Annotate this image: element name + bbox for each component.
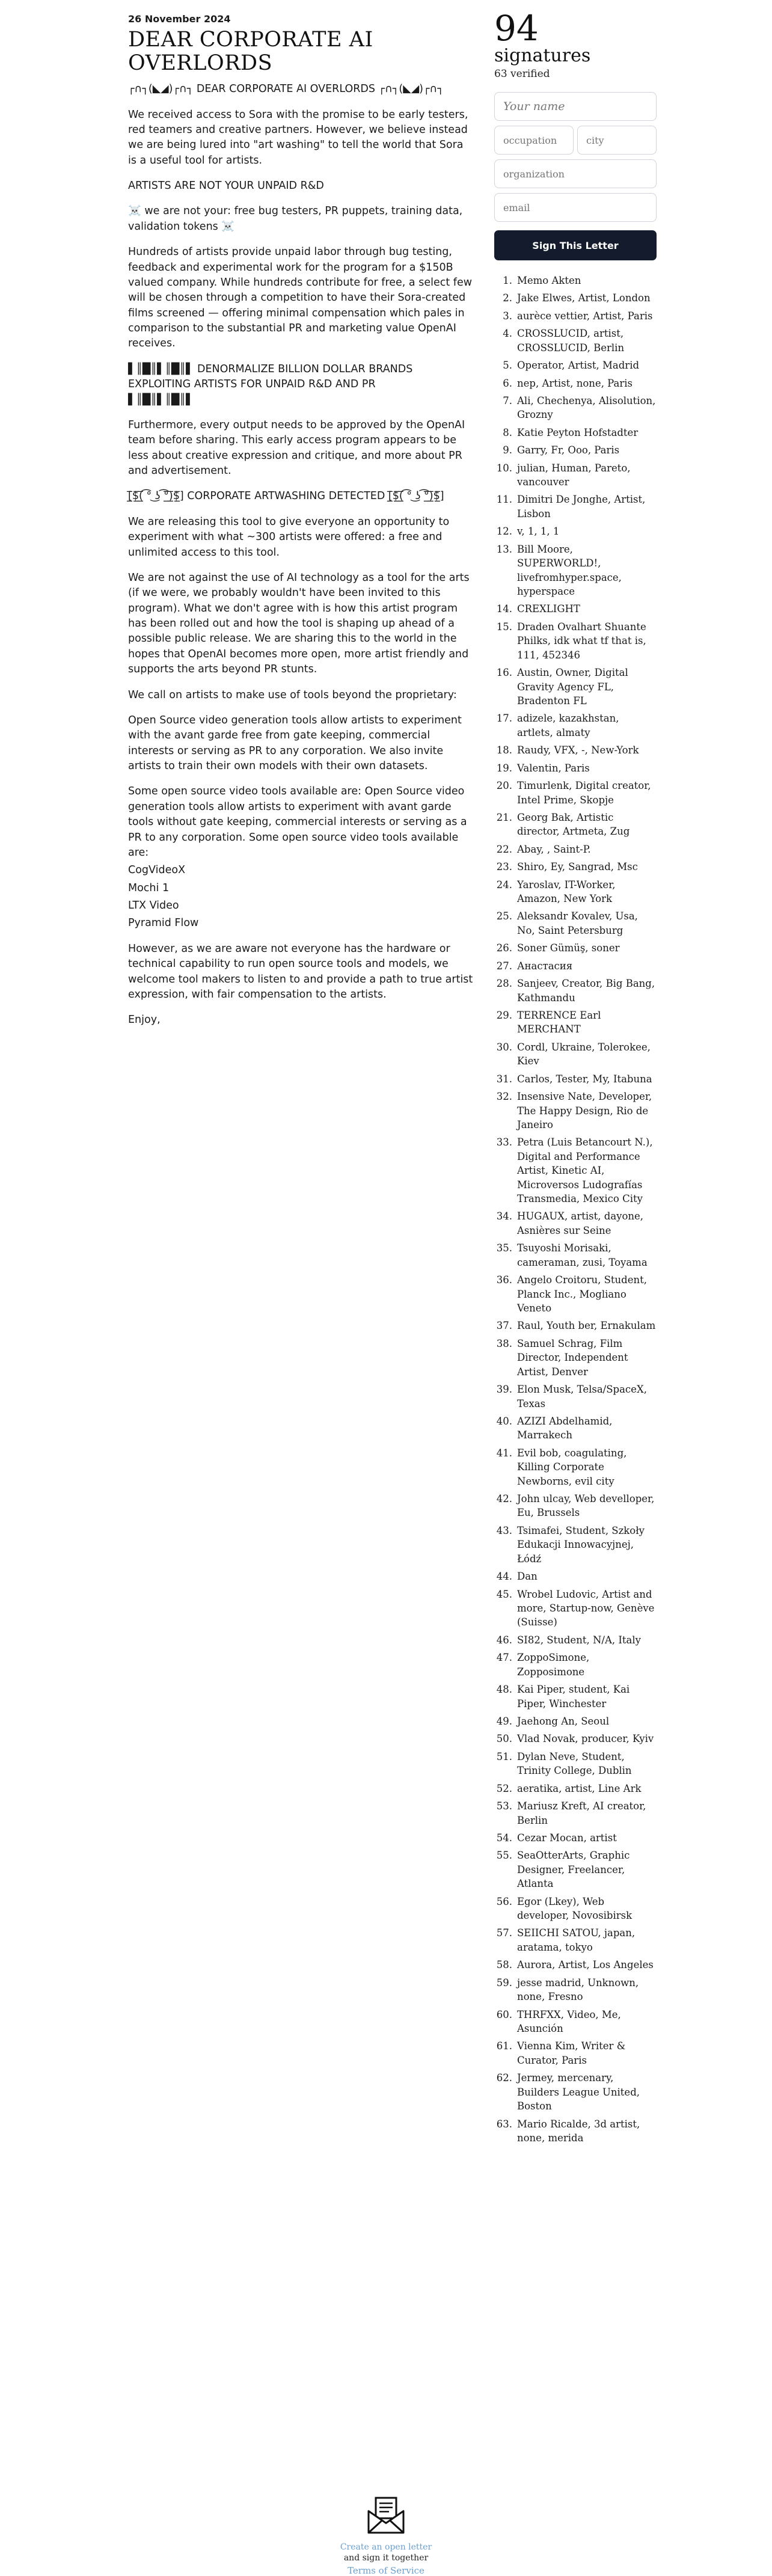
signature-text: Tsuyoshi Morisaki, cameraman, zusi, Toyama bbox=[517, 1242, 648, 1268]
signature-item bbox=[494, 1958, 657, 1972]
signature-text: Dimitri De Jonghe, Artist, Lisbon bbox=[517, 494, 646, 520]
signature-item bbox=[494, 1524, 657, 1566]
letter-paragraph: Open Source video generation tools allow artists to experiment with the avant garde free from gate keeping, commercial interests or serving as PR to any corporation. We also invite artists to train their own models with their own datasets. bbox=[128, 714, 462, 773]
signature-item bbox=[494, 1750, 657, 1778]
letter-date: 26 November 2024 bbox=[128, 13, 231, 25]
signature-text: AZIZI Abdelhamid, Marrakech bbox=[517, 1415, 613, 1441]
signature-text: aeratika, artist, Line Ark bbox=[517, 1782, 642, 1794]
signature-text: Kai Piper, student, Kai Piper, Winchester bbox=[517, 1684, 630, 1710]
signature-text: Aurora, Artist, Los Angeles bbox=[517, 1959, 654, 1971]
signature-number: 22. bbox=[496, 843, 512, 855]
signature-number: 44. bbox=[496, 1571, 512, 1583]
letter-paragraph: ☠️ we are not your: free bug testers, PR puppets, training data, validation tokens ☠️ bbox=[128, 205, 463, 233]
signature-item bbox=[494, 524, 657, 538]
letter-paragraph: ┌∩┐(◣◢)┌∩┐ DEAR CORPORATE AI OVERLORDS ┌∩┐(◣◢)┌∩┐ bbox=[128, 83, 444, 96]
signature-text: SeaOtterArts, Graphic Designer, Freelancer, Atlanta bbox=[517, 1850, 630, 1890]
signature-text: Tsimafei, Student, Szkoły Edukacji Innowacyjnej, Łódź bbox=[517, 1524, 645, 1565]
letter-paragraph: We are not against the use of AI technology as a tool for the arts (if we were, we probably wouldn't have been invited to this program). What we don't agree with is how this artist program has been rolled out and how the tool is shaping up ahead of a possible public release. We are sharing this to the world in the hopes that OpenAI becomes more open, more artist friendly and supports the arts beyond PR stunts. bbox=[128, 571, 470, 676]
signature-number: 26. bbox=[496, 942, 512, 954]
signature-item bbox=[494, 602, 657, 616]
signature-text: THRFXX, Video, Me, Asunción bbox=[517, 2008, 621, 2034]
signature-number: 25. bbox=[496, 910, 512, 922]
signature-item bbox=[494, 761, 657, 775]
signature-number: 59. bbox=[496, 1976, 512, 1989]
signature-item bbox=[494, 1976, 657, 2004]
signature-number: 62. bbox=[496, 2072, 512, 2084]
signature-number: 58. bbox=[496, 1959, 512, 1971]
signature-item bbox=[494, 2039, 657, 2067]
letter-paragraph: Furthermore, every output needs to be approved by the OpenAI team before sharing. This early access program appears to be less about creative expression and critique, and more about PR and advertisement. bbox=[128, 419, 465, 477]
signature-text: Jake Elwes, Artist, London bbox=[517, 292, 651, 304]
signature-text: Austin, Owner, Digital Gravity Agency FL, Bradenton FL bbox=[517, 667, 628, 707]
signature-number: 12. bbox=[496, 526, 512, 538]
signature-text: Анастасия bbox=[517, 960, 573, 972]
signature-item bbox=[494, 1651, 657, 1679]
signature-item bbox=[494, 1414, 657, 1443]
letter-paragraph: Mochi 1 bbox=[128, 882, 170, 894]
signature-item bbox=[494, 811, 657, 839]
signature-number: 43. bbox=[496, 1524, 512, 1536]
signature-number: 32. bbox=[496, 1091, 512, 1103]
signature-item bbox=[494, 426, 657, 440]
signature-text: Draden Ovalhart Shuante Philks, idk what tf that is, 111, 452346 bbox=[517, 621, 646, 661]
signature-item bbox=[494, 1319, 657, 1332]
signature-number: 20. bbox=[496, 780, 512, 792]
signature-text: CROSSLUCID, artist, CROSSLUCID, Berlin bbox=[517, 328, 625, 354]
signature-number: 29. bbox=[496, 1009, 512, 1021]
signature-item bbox=[494, 274, 657, 287]
signature-number: 52. bbox=[496, 1782, 512, 1794]
signature-item bbox=[494, 358, 657, 372]
letter-paragraph: CogVideoX bbox=[128, 864, 186, 877]
signature-item bbox=[494, 860, 657, 874]
signature-text: aurèce vettier, Artist, Paris bbox=[517, 310, 653, 322]
signature-text: Abay, , Saint-P. bbox=[517, 843, 591, 855]
signature-item bbox=[494, 1569, 657, 1583]
signature-item bbox=[494, 878, 657, 906]
signature-item bbox=[494, 1682, 657, 1711]
signature-number: 63. bbox=[496, 2118, 512, 2130]
signature-number: 45. bbox=[496, 1588, 512, 1600]
signature-text: Raudy, VFX, -, New-York bbox=[517, 744, 639, 756]
signature-number: 3. bbox=[503, 310, 512, 322]
signature-number: 33. bbox=[496, 1136, 512, 1148]
letter-paragraph: [̲̅$̲̅(̲̅ ͡° ͜ʖ ͡°̲̅)̲̅$̲̅] CORPORATE ARTWASHING DETECTED [̲̅$̲̅(̲̅ ͡° ͜ʖ ͡°̲̅)̲̅$̲̅] bbox=[128, 490, 444, 503]
signature-number: 24. bbox=[496, 879, 512, 891]
signature-number: 23. bbox=[496, 861, 512, 873]
signature-text: Angelo Croitoru, Student, Planck Inc., Mogliano Veneto bbox=[517, 1274, 648, 1314]
signature-item bbox=[494, 492, 657, 521]
signature-text: Sanjeev, Creator, Big Bang, Kathmandu bbox=[517, 978, 655, 1004]
signature-panel bbox=[494, 8, 657, 2148]
signature-number: 21. bbox=[496, 811, 512, 823]
signature-number: 13. bbox=[496, 543, 512, 555]
footer-create-letter: Create an open letter bbox=[340, 2542, 432, 2552]
letter-paragraph: However, as we are aware not everyone has the hardware or technical capability to run open source tools and models, we welcome tool makers to listen to and provide a path to true artist expression, with fair compensation to the artists. bbox=[128, 942, 473, 1001]
signature-text: Samuel Schrag, Film Director, Independent Artist, Denver bbox=[517, 1337, 628, 1378]
signature-number: 30. bbox=[496, 1041, 512, 1053]
signature-number: 37. bbox=[496, 1320, 512, 1332]
signature-text: Bill Moore, SUPERWORLD!, livefromhyper.space, hyperspace bbox=[517, 543, 622, 598]
signature-number: 36. bbox=[496, 1274, 512, 1286]
signature-number: 46. bbox=[496, 1634, 512, 1646]
signature-item bbox=[494, 1633, 657, 1647]
letter-title: DEAR CORPORATE AI OVERLORDS bbox=[128, 28, 373, 75]
signature-text: Valentin, Paris bbox=[517, 762, 590, 774]
signature-item bbox=[494, 2117, 657, 2145]
signature-text: Vienna Kim, Writer & Curator, Paris bbox=[517, 2040, 626, 2066]
signature-text: Dylan Neve, Student, Trinity College, Dublin bbox=[517, 1750, 632, 1777]
signature-item bbox=[494, 1926, 657, 1954]
signature-text: Jaehong An, Seoul bbox=[517, 1715, 610, 1727]
organization-input[interactable] bbox=[494, 159, 657, 188]
signature-item bbox=[494, 959, 657, 973]
signature-number: 60. bbox=[496, 2008, 512, 2020]
verified-count: 63 verified bbox=[494, 68, 550, 80]
signature-number: 8. bbox=[503, 426, 512, 438]
signature-text: SI82, Student, N/A, Italy bbox=[517, 1634, 641, 1646]
signature-item bbox=[494, 1273, 657, 1315]
signature-item bbox=[494, 1446, 657, 1488]
signature-item bbox=[494, 977, 657, 1005]
signature-item bbox=[494, 1090, 657, 1132]
name-input[interactable] bbox=[494, 92, 657, 121]
signature-number: 6. bbox=[503, 377, 512, 389]
signature-text: HUGAUX, artist, dayone, Asnières sur Seine bbox=[517, 1210, 644, 1236]
signature-item bbox=[494, 1241, 657, 1269]
letter-paragraph: We call on artists to make use of tools beyond the proprietary: bbox=[128, 688, 457, 701]
signature-text: Cordl, Ukraine, Tolerokee, Kiev bbox=[517, 1041, 651, 1067]
letter-paragraph: Enjoy, bbox=[128, 1014, 161, 1026]
signature-text: Mariusz Kreft, AI creator, Berlin bbox=[517, 1800, 646, 1826]
signature-number: 49. bbox=[496, 1715, 512, 1727]
signature-item bbox=[494, 1040, 657, 1069]
signature-number: 57. bbox=[496, 1927, 512, 1939]
signature-text: SEIICHI SATOU, japan, aratama, tokyo bbox=[517, 1927, 636, 1953]
signature-text: Soner Gümüş, soner bbox=[517, 942, 620, 954]
signature-text: Jermey, mercenary, Builders League United, Boston bbox=[517, 2072, 640, 2112]
signature-item bbox=[494, 542, 657, 599]
letter-paragraph: Hundreds of artists provide unpaid labor through bug testing, feedback and experimental work for the program for a $150B valued company. While hundreds contribute for free, a select few will be chosen through a competition to have their Sora-created films screened — offering minimal compensation which pales in comparison to the substantial PR and marketing value OpenAI receives. bbox=[128, 246, 473, 350]
signature-number: 54. bbox=[496, 1832, 512, 1844]
terms-of-service-link[interactable]: Terms of Service bbox=[348, 2565, 424, 2576]
signature-item bbox=[494, 1799, 657, 1827]
signature-number: 55. bbox=[496, 1850, 512, 1862]
signature-text: John ulcay, Web develloper, Eu, Brussels bbox=[517, 1493, 655, 1519]
signature-item bbox=[494, 2071, 657, 2113]
signature-number: 17. bbox=[496, 713, 512, 725]
signature-text: v, 1, 1, 1 bbox=[517, 526, 560, 538]
letter-body bbox=[128, 82, 474, 1028]
signature-item bbox=[494, 941, 657, 955]
signature-item bbox=[494, 291, 657, 305]
signature-item bbox=[494, 1492, 657, 1520]
signature-number: 39. bbox=[496, 1384, 512, 1396]
signature-item bbox=[494, 1337, 657, 1379]
signature-number: 14. bbox=[496, 603, 512, 615]
signature-text: Evil bob, coagulating, Killing Corporate Newborns, evil city bbox=[517, 1447, 627, 1487]
signature-text: Operator, Artist, Madrid bbox=[517, 360, 640, 372]
signature-text: Yaroslav, IT-Worker, Amazon, New York bbox=[517, 879, 616, 905]
letter bbox=[128, 12, 474, 1038]
signature-number: 47. bbox=[496, 1652, 512, 1664]
signature-item bbox=[494, 1732, 657, 1746]
signature-text: Carlos, Tester, My, Itabuna bbox=[517, 1073, 652, 1085]
footer-sign-together: and sign it together bbox=[343, 2553, 429, 2563]
letter-paragraph: Some open source video tools available are: Open Source video generation tools allow artists to experiment with avant garde tools without gate keeping, commercial interests or serving as a PR to any corporation. Some open source video tools available are: bbox=[128, 785, 467, 859]
signature-text: nep, Artist, none, Paris bbox=[517, 377, 633, 389]
signature-item bbox=[494, 743, 657, 757]
signature-text: Raul, Youth ber, Ernakulam bbox=[517, 1320, 656, 1332]
signature-number: 42. bbox=[496, 1493, 512, 1505]
signature-item bbox=[494, 666, 657, 708]
city-input[interactable] bbox=[577, 126, 657, 155]
signature-item bbox=[494, 443, 657, 457]
signature-text: Petra (Luis Betancourt N.), Digital and Performance Artist, Kinetic AI, Microversos Ludografías Transmedia, Mexico City bbox=[517, 1136, 653, 1205]
letter-paragraph: LTX Video bbox=[128, 900, 179, 912]
letter-paragraph: Pyramid Flow bbox=[128, 917, 199, 930]
signature-text: Timurlenk, Digital creator, Intel Prime, Skopje bbox=[517, 780, 651, 806]
signature-item bbox=[494, 842, 657, 856]
signature-number: 48. bbox=[496, 1684, 512, 1696]
signature-number: 18. bbox=[496, 744, 512, 756]
letter-paragraph: We are releasing this tool to give everyone an opportunity to experiment with what ~300 artists were offered: a free and unlimited access to this tool. bbox=[128, 515, 450, 559]
signature-number: 16. bbox=[496, 667, 512, 679]
signature-text: Garry, Fr, Ooo, Paris bbox=[517, 444, 620, 456]
signature-text: Insensive Nate, Developer, The Happy Design, Rio de Janeiro bbox=[517, 1091, 652, 1130]
signature-text: Memo Akten bbox=[517, 275, 581, 286]
signature-item bbox=[494, 620, 657, 662]
signature-item bbox=[494, 1831, 657, 1845]
signature-number: 15. bbox=[496, 621, 512, 633]
letter-paragraph: ARTISTS ARE NOT YOUR UNPAID R&D bbox=[128, 180, 324, 192]
signature-number: 4. bbox=[503, 328, 512, 340]
signature-number: 35. bbox=[496, 1242, 512, 1254]
signature-item bbox=[494, 779, 657, 807]
signature-text: ZoppoSimone, Zopposimone bbox=[517, 1652, 590, 1678]
signature-number: 27. bbox=[496, 960, 512, 972]
signature-item bbox=[494, 1782, 657, 1796]
signature-text: Shiro, Ey, Sangrad, Msc bbox=[517, 861, 638, 873]
signature-list bbox=[494, 274, 657, 2145]
signature-item bbox=[494, 376, 657, 390]
signature-number: 5. bbox=[503, 360, 512, 372]
envelope-letter-icon bbox=[365, 2494, 407, 2536]
letter-paragraph: ▌║█║▌║█║▌ DENORMALIZE BILLION DOLLAR BRANDS EXPLOITING ARTISTS FOR UNPAID R&D AND PR ▌║█║▌║█║▌ bbox=[128, 363, 413, 406]
signature-count-label: signatures bbox=[494, 45, 591, 66]
signature-item bbox=[494, 1895, 657, 1923]
signature-text: Elon Musk, Telsa/SpaceX, Texas bbox=[517, 1384, 647, 1409]
signature-number: 28. bbox=[496, 978, 512, 990]
signature-item bbox=[494, 1135, 657, 1206]
signature-number: 53. bbox=[496, 1800, 512, 1812]
signature-text: julian, Human, Pareto, vancouver bbox=[517, 462, 631, 488]
letter-paragraph: We received access to Sora with the promise to be early testers, red teamers and creative partners. However, we believe instead we are being lured into "art washing" to tell the world that Sora is a useful tool for artists. bbox=[128, 108, 468, 167]
signature-item bbox=[494, 327, 657, 355]
signature-text: adizele, kazakhstan, artlets, almaty bbox=[517, 713, 619, 738]
signature-number: 19. bbox=[496, 762, 512, 774]
signature-number: 61. bbox=[496, 2040, 512, 2052]
signature-item bbox=[494, 711, 657, 740]
signature-text: Cezar Mocan, artist bbox=[517, 1832, 617, 1844]
signature-item bbox=[494, 1382, 657, 1411]
footer bbox=[0, 2494, 772, 2576]
signature-text: Vlad Novak, producer, Kyiv bbox=[517, 1733, 654, 1745]
signature-number: 10. bbox=[496, 462, 512, 474]
signature-item bbox=[494, 1714, 657, 1728]
signature-number: 31. bbox=[496, 1073, 512, 1085]
signature-item bbox=[494, 394, 657, 422]
signature-text: Katie Peyton Hofstadter bbox=[517, 426, 639, 438]
signature-item bbox=[494, 461, 657, 489]
signature-item bbox=[494, 909, 657, 937]
occupation-city-row bbox=[494, 126, 657, 155]
signature-item bbox=[494, 1587, 657, 1630]
signature-item bbox=[494, 309, 657, 323]
signature-number: 7. bbox=[503, 394, 512, 406]
signature-item bbox=[494, 1848, 657, 1891]
signature-number: 41. bbox=[496, 1447, 512, 1459]
signature-text: Wrobel Ludovic, Artist and more, Startup-now, Genève (Suisse) bbox=[517, 1588, 655, 1628]
signature-text: Georg Bak, Artistic director, Artmeta, Zug bbox=[517, 811, 630, 838]
signature-text: Egor (Lkey), Web developer, Novosibirsk bbox=[517, 1895, 633, 1922]
signature-number: 56. bbox=[496, 1895, 512, 1907]
signature-item bbox=[494, 1072, 657, 1086]
email-input[interactable] bbox=[494, 193, 657, 222]
signature-number: 9. bbox=[503, 444, 512, 456]
sign-form bbox=[494, 92, 657, 260]
signature-number: 2. bbox=[503, 292, 512, 304]
signature-number: 38. bbox=[496, 1337, 512, 1349]
signature-text: Ali, Chechenya, Alisolution, Grozny bbox=[517, 394, 656, 421]
signature-text: Mario Ricalde, 3d artist, none, merida bbox=[517, 2118, 640, 2144]
signature-number: 34. bbox=[496, 1210, 512, 1222]
signature-text: Dan bbox=[517, 1571, 538, 1583]
signature-number: 51. bbox=[496, 1750, 512, 1762]
signature-text: Aleksandr Kovalev, Usa, No, Saint Petersburg bbox=[517, 910, 638, 936]
signature-number: 50. bbox=[496, 1733, 512, 1745]
signature-number: 11. bbox=[496, 494, 512, 506]
signature-number: 40. bbox=[496, 1415, 512, 1427]
signature-text: TERRENCE Earl MERCHANT bbox=[517, 1009, 601, 1035]
signature-item bbox=[494, 1008, 657, 1037]
signature-text: CREXLIGHT bbox=[517, 603, 580, 615]
occupation-input[interactable] bbox=[494, 126, 574, 155]
signature-text: jesse madrid, Unknown, none, Fresno bbox=[517, 1976, 639, 2003]
signature-item bbox=[494, 1209, 657, 1237]
signature-item bbox=[494, 2008, 657, 2036]
signature-count: 94 bbox=[494, 8, 539, 49]
sign-letter-button[interactable]: Sign This Letter bbox=[494, 230, 657, 260]
signature-number: 1. bbox=[503, 275, 512, 286]
